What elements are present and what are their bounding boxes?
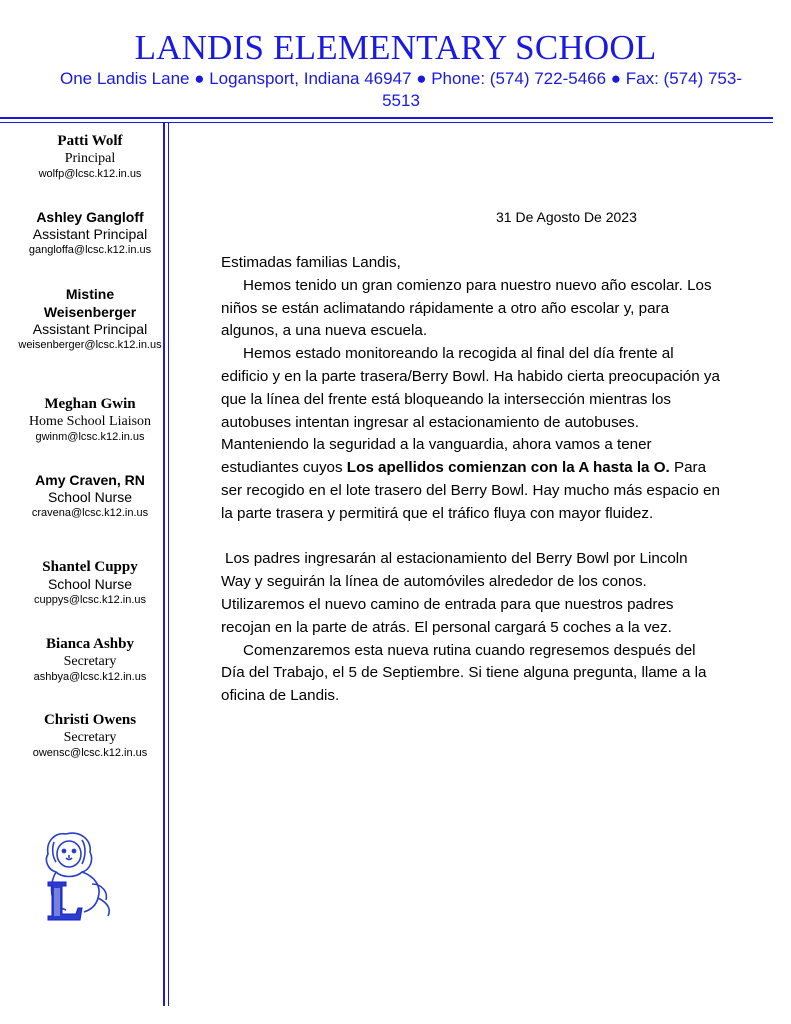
staff-role: School Nurse [47,576,133,592]
school-address: One Landis Lane ● Logansport, Indiana 46947 ● Phone: (574) 722-5466 ● Fax: (574) 753-5513 [60,69,742,110]
paragraph-2-start: Hemos estado monitoreando la recogida al final del día frente al edificio y en la parte trasera/Berry Bowl. Ha habido cierta preocupación ya que la línea del frente está bloqueando la intersección mientras los autobuses intentan ingresar al estacionamiento de autobuses. Manteniendo la seguridad a la vanguardia, ahora vamos a tener estudiantes cuyos [221,345,720,477]
lion-mascot-logo [36,826,122,928]
staff-name: Patti Wolf [57,133,123,149]
staff-name: Ashley Gangloff [36,209,144,225]
staff-name: Christi Owens [43,712,137,728]
staff-name: Meghan Gwin [44,396,136,412]
letter-paragraph-1: Hemos tenido un gran comienzo para nuestro nuevo año escolar. Los niños se están aclimatando rápidamente a otro año escolar y, para algunos, a una nueva escuela. [221,276,712,340]
school-name: LANDIS ELEMENTARY SCHOOL [134,28,657,67]
letter-paragraph-2 [221,343,721,525]
staff-meghan-gwin [10,395,170,444]
staff-role: Home School Liaison [28,414,152,429]
letter-paragraph-4: Comenzaremos esta nueva rutina cuando regresemos después del Día del Trabajo, el 5 de Septiembre. Si tiene alguna pregunta, llame a la oficina de Landis. [221,641,707,705]
staff-name: Amy Craven, RN [35,472,145,488]
letter-body [221,252,721,708]
staff-name: Bianca Ashby [46,636,134,652]
staff-role: Assistant Principal [32,321,148,337]
header-divider [0,117,773,119]
staff-mistine-weisenberger [10,285,170,352]
staff-shantel-cuppy [10,558,170,607]
paragraph-2-end: Para ser recogido en el lote trasero del Berry Bowl. Hay mucho más espacio en la parte trasera y permitirá que el tráfico fluya con mayor fluidez. [221,459,720,522]
staff-email: gwinm@lcsc.k12.in.us [35,431,145,443]
letter-date: 31 De Agosto De 2023 [496,209,637,225]
staff-name: Mistine Weisenberger [43,286,137,320]
staff-amy-craven [10,471,170,520]
header-divider-thin [0,122,773,123]
staff-email: weisenberger@lcsc.k12.in.us [18,339,162,351]
staff-email: cravena@lcsc.k12.in.us [31,507,149,519]
staff-email: gangloffa@lcsc.k12.in.us [28,244,152,256]
surname-range-highlight: Los apellidos comienzan con la A hasta la O. [346,459,670,477]
staff-bianca-ashby [10,635,170,684]
staff-name: Shantel Cuppy [42,559,138,575]
staff-patti-wolf [10,132,170,181]
staff-email: wolfp@lcsc.k12.in.us [38,168,142,180]
staff-christi-owens [10,711,170,760]
staff-ashley-gangloff [10,208,170,257]
staff-email: cuppys@lcsc.k12.in.us [33,594,147,606]
staff-email: owensc@lcsc.k12.in.us [32,747,148,759]
letter-paragraph-3: Los padres ingresarán al estacionamiento del Berry Bowl por Lincoln Way y seguirán la línea de automóviles alrededor de los conos. Utilizaremos el nuevo camino de entrada para que nuestros padres recojan en la parte de atrás. El personal cargará 5 coches a la vez. [221,550,688,636]
staff-role: School Nurse [47,489,133,505]
staff-role: Secretary [63,730,117,745]
staff-role: Principal [64,151,116,166]
staff-role: Assistant Principal [32,226,148,242]
letter-greeting: Estimadas familias Landis, [221,254,401,271]
staff-email: ashbya@lcsc.k12.in.us [33,671,147,683]
staff-role: Secretary [63,654,117,669]
